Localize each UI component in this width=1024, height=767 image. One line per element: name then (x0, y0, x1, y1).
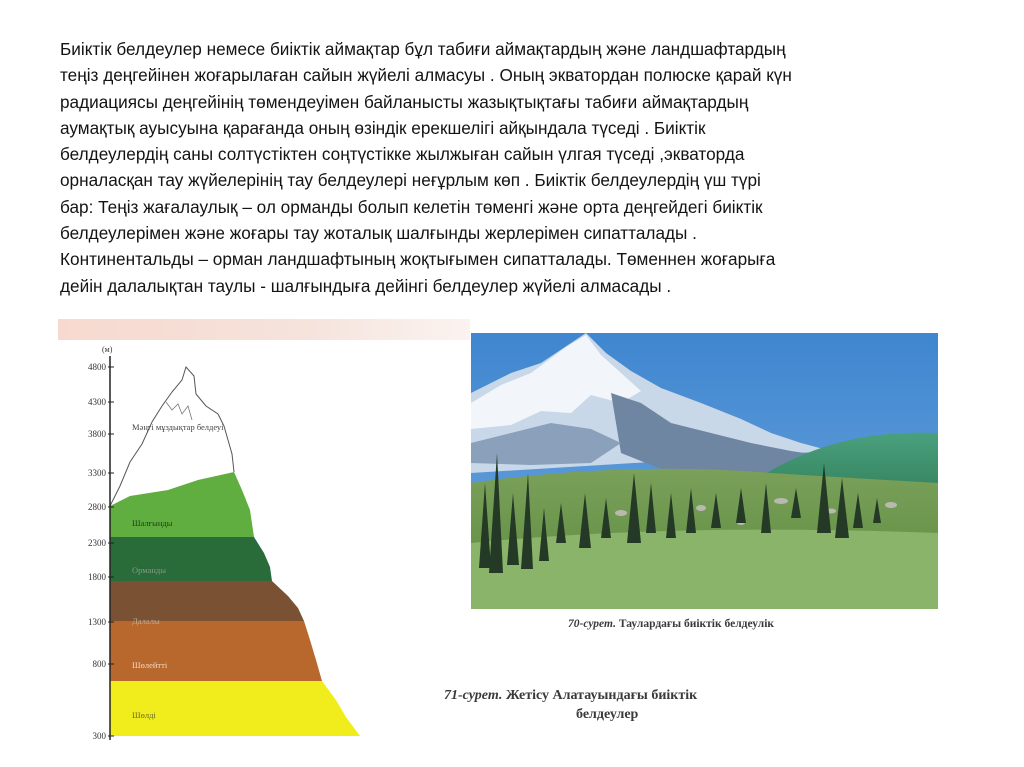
tick-label: 4800 (88, 362, 106, 372)
zone-label-steppe: Далалы (132, 616, 160, 626)
paragraph-line: радиациясы деңгейінің төмендеуімен байланысты жазықтықтағы табиғи аймақтардың (60, 91, 749, 112)
decorative-strip (58, 319, 470, 340)
paragraph-line: Континентальды – орман ландшафтының жоқтығымен сипатталады. Төменнен жоғарыға (60, 249, 776, 270)
tick-label: 1800 (88, 572, 106, 582)
figure-70-caption (568, 618, 774, 630)
paragraph-line: белдеулерімен және жоғары тау жоталық шалғынды жерлерімен сипатталады . (60, 223, 697, 244)
mountain-photo (471, 333, 938, 609)
paragraph-line: теңіз деңгейінен жоғарылаған сайын жүйелі алмасуы . Оның экватордан полюске қарай күн (60, 65, 792, 86)
tick-label: 1300 (88, 617, 106, 627)
tick-label: 300 (92, 731, 106, 741)
zone-label-desert: Шөлді (132, 710, 156, 720)
paragraph-line: Биіктік белдеулер немесе биіктік аймақтар бұл табиғи аймақтардың және ландшафтардың (60, 39, 786, 59)
main-paragraph (60, 36, 980, 299)
tick-label: 3800 (88, 429, 106, 439)
zone-label-snow: Мәңгі мұздықтар белдеуі (132, 422, 224, 432)
zone-steppe (110, 581, 304, 621)
tick-label: 800 (92, 659, 106, 669)
zone-label-semidesert: Шөлейтті (132, 660, 168, 670)
paragraph-line: аумақтық ауысуына қарағанда оның өзіндік ерекшелігі айқындала түседі . Биіктік (60, 117, 706, 138)
zone-label-forest: Орманды (132, 565, 166, 575)
axis-unit-label: (м) (102, 345, 113, 354)
paragraph-line: белдеулердің саны солтүстіктен соңтүстікке жылжыған сайын үлгая түседі ,экваторда (60, 144, 745, 165)
figure-71-text-line1: Жетісу Алатауындағы биіктік (505, 688, 698, 703)
paragraph-line: бар: Теңіз жағалаулық – ол орманды болып келетін төменгі және орта деңгейдегі биіктік (60, 196, 763, 217)
paragraph-line: орналасқан тау жүйелерінің тау белдеулері неғұрлым көп . Биіктік белдеулердің үш түрі (60, 170, 761, 191)
figure-71-caption (444, 686, 834, 724)
figure-70-number: 70-сурет. (568, 618, 616, 630)
zone-semidesert (110, 621, 322, 681)
figure-71-number: 71-сурет. (444, 688, 503, 703)
tick-label: 2300 (88, 538, 106, 548)
figure-70-text: Таулардағы биіктік белдеулік (618, 618, 775, 630)
tick-label: 3300 (88, 468, 106, 478)
zone-label-meadow: Шалғынды (132, 518, 173, 528)
zone-desert (110, 681, 360, 736)
figure-71-text-line2: белдеулер (576, 707, 639, 722)
altitude-zones-diagram (70, 340, 380, 745)
tick-label: 4300 (88, 397, 106, 407)
tick-label: 2800 (88, 502, 106, 512)
paragraph-line: дейін далалықтан таулы - шалғындыға дейінгі белдеулер жүйелі алмасады . (60, 275, 672, 296)
